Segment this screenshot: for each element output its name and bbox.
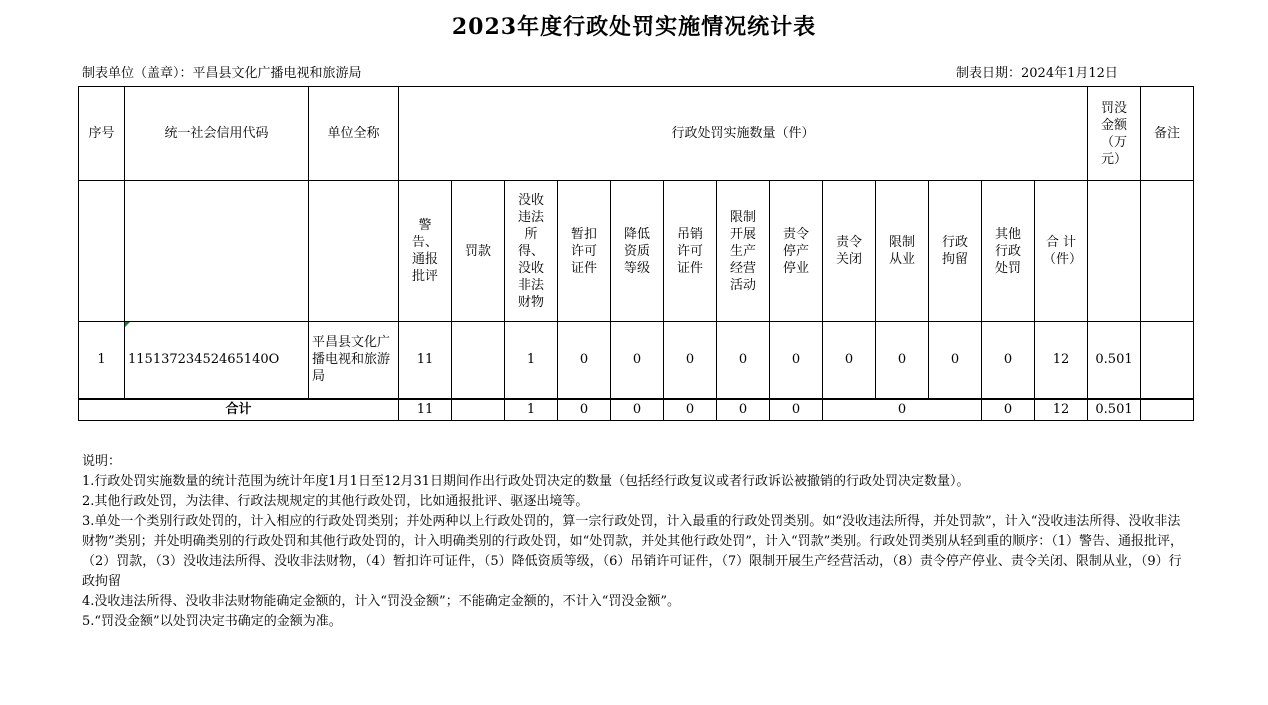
header-empty-cell [1088,181,1141,322]
header-empty-cell [79,181,125,322]
row-credit-code [125,322,309,399]
table-row [79,322,1194,399]
row-value: 0 [717,322,770,399]
total-value: 0 [982,399,1035,421]
total-label: 合计 [79,399,399,421]
org-label: 制表单位（盖章）：平昌县文化广播电视和旅游局 [82,66,362,81]
note-item: 2.其他行政处罚，为法律、行政法规规定的其他行政处罚，比如通报批评、驱逐出境等。 [82,494,589,509]
header-type: 吊销许可证件 [664,181,717,322]
header-type: 降低资质等级 [611,181,664,322]
row-value: 11 [399,322,452,399]
header-empty-cell [1141,181,1194,322]
header-impl-count: 行政处罚实施数量（件） [399,87,1088,181]
row-value: 0 [982,322,1035,399]
row-value: 0 [929,322,982,399]
header-type: 警告、通报批评 [399,181,452,322]
note-item: 4.没收违法所得、没收非法财物能确定金额的，计入“罚没金额”；不能确定金额的，不计入“罚没金额”。 [82,594,680,609]
header-fine-amount: 罚没金额（万元） [1088,87,1141,181]
total-row [79,399,1194,421]
row-fine: 0.501 [1088,322,1141,399]
header-credit-code: 统一社会信用代码 [125,87,309,181]
total-value [452,399,505,421]
row-remark [1141,322,1194,399]
header-type: 合 计（件） [1035,181,1088,322]
total-value: 0 [611,399,664,421]
note-item: 1.行政处罚实施数量的统计范围为统计年度1月1日至12月31日期间作出行政处罚决定的数量（包括经行政复议或者行政诉讼被撤销的行政处罚决定数量）。 [82,474,970,489]
note-item: 5.“罚没金额”以处罚决定书确定的金额为准。 [82,614,342,629]
row-value: 0 [664,322,717,399]
total-value: 0 [717,399,770,421]
header-type: 罚款 [452,181,505,322]
header-empty-cell [309,181,399,322]
header-type: 限制从业 [876,181,929,322]
total-value: 0 [823,399,982,421]
header-type: 暂扣许可证件 [558,181,611,322]
header-remark: 备注 [1141,87,1194,181]
row-value: 1 [505,322,558,399]
header-type: 没收违法所得、没收非法财物 [505,181,558,322]
stats-table [78,86,1194,421]
header-type: 责令停产停业 [770,181,823,322]
total-value: 11 [399,399,452,421]
note-item: 3.单处一个类别行政处罚的，计入相应的行政处罚类别；并处两种以上行政处罚的，算一宗行政处罚，计入最重的行政处罚类别。如“没收违法所得，并处罚款”，计入“没收违法所得、没收非法财物”类别；并处明确类别的行政处罚和其他行政处罚的，计入明确类别的行政处罚，如“处罚款，并处其他行政处罚”，计入“罚款”类别。行政处罚类别从轻到重的顺序：（1）警告、通报批评，（2）罚款，（3）没收违法所得、没收非法财物，（4）暂扣许可证件，（5）降低资质等级，（6）吊销许可证件，（7）限制开展生产经营活动，（8）责令停产停业、责令关闭、限制从业，（9）行政拘留 [82,514,1184,589]
row-value: 12 [1035,322,1088,399]
row-unit-name: 平昌县文化广播电视和旅游局 [309,322,399,399]
header-seq: 序号 [79,87,125,181]
row-value: 0 [823,322,876,399]
header-type: 行政拘留 [929,181,982,322]
page-title: 2023年度行政处罚实施情况统计表 [451,14,817,40]
total-value: 0 [664,399,717,421]
row-value: 0 [558,322,611,399]
header-empty-cell [125,181,309,322]
row-credit-code-text: 11513723452465140O [128,352,280,368]
total-remark [1141,399,1194,421]
header-unit-name: 单位全称 [309,87,399,181]
date-label: 制表日期：2024年1月12日 [956,66,1118,81]
header-type: 限制开展生产经营活动 [717,181,770,322]
cell-marker [125,322,130,327]
header-type: 其他行政处罚 [982,181,1035,322]
notes-heading: 说明： [82,454,122,469]
row-value: 0 [770,322,823,399]
total-value: 0 [558,399,611,421]
total-value: 0 [770,399,823,421]
header-type: 责令关闭 [823,181,876,322]
notes-section [82,452,1192,632]
total-fine: 0.501 [1088,399,1141,421]
total-value: 1 [505,399,558,421]
total-value: 12 [1035,399,1088,421]
row-value: 0 [876,322,929,399]
row-seq: 1 [79,322,125,399]
row-value [452,322,505,399]
row-value: 0 [611,322,664,399]
